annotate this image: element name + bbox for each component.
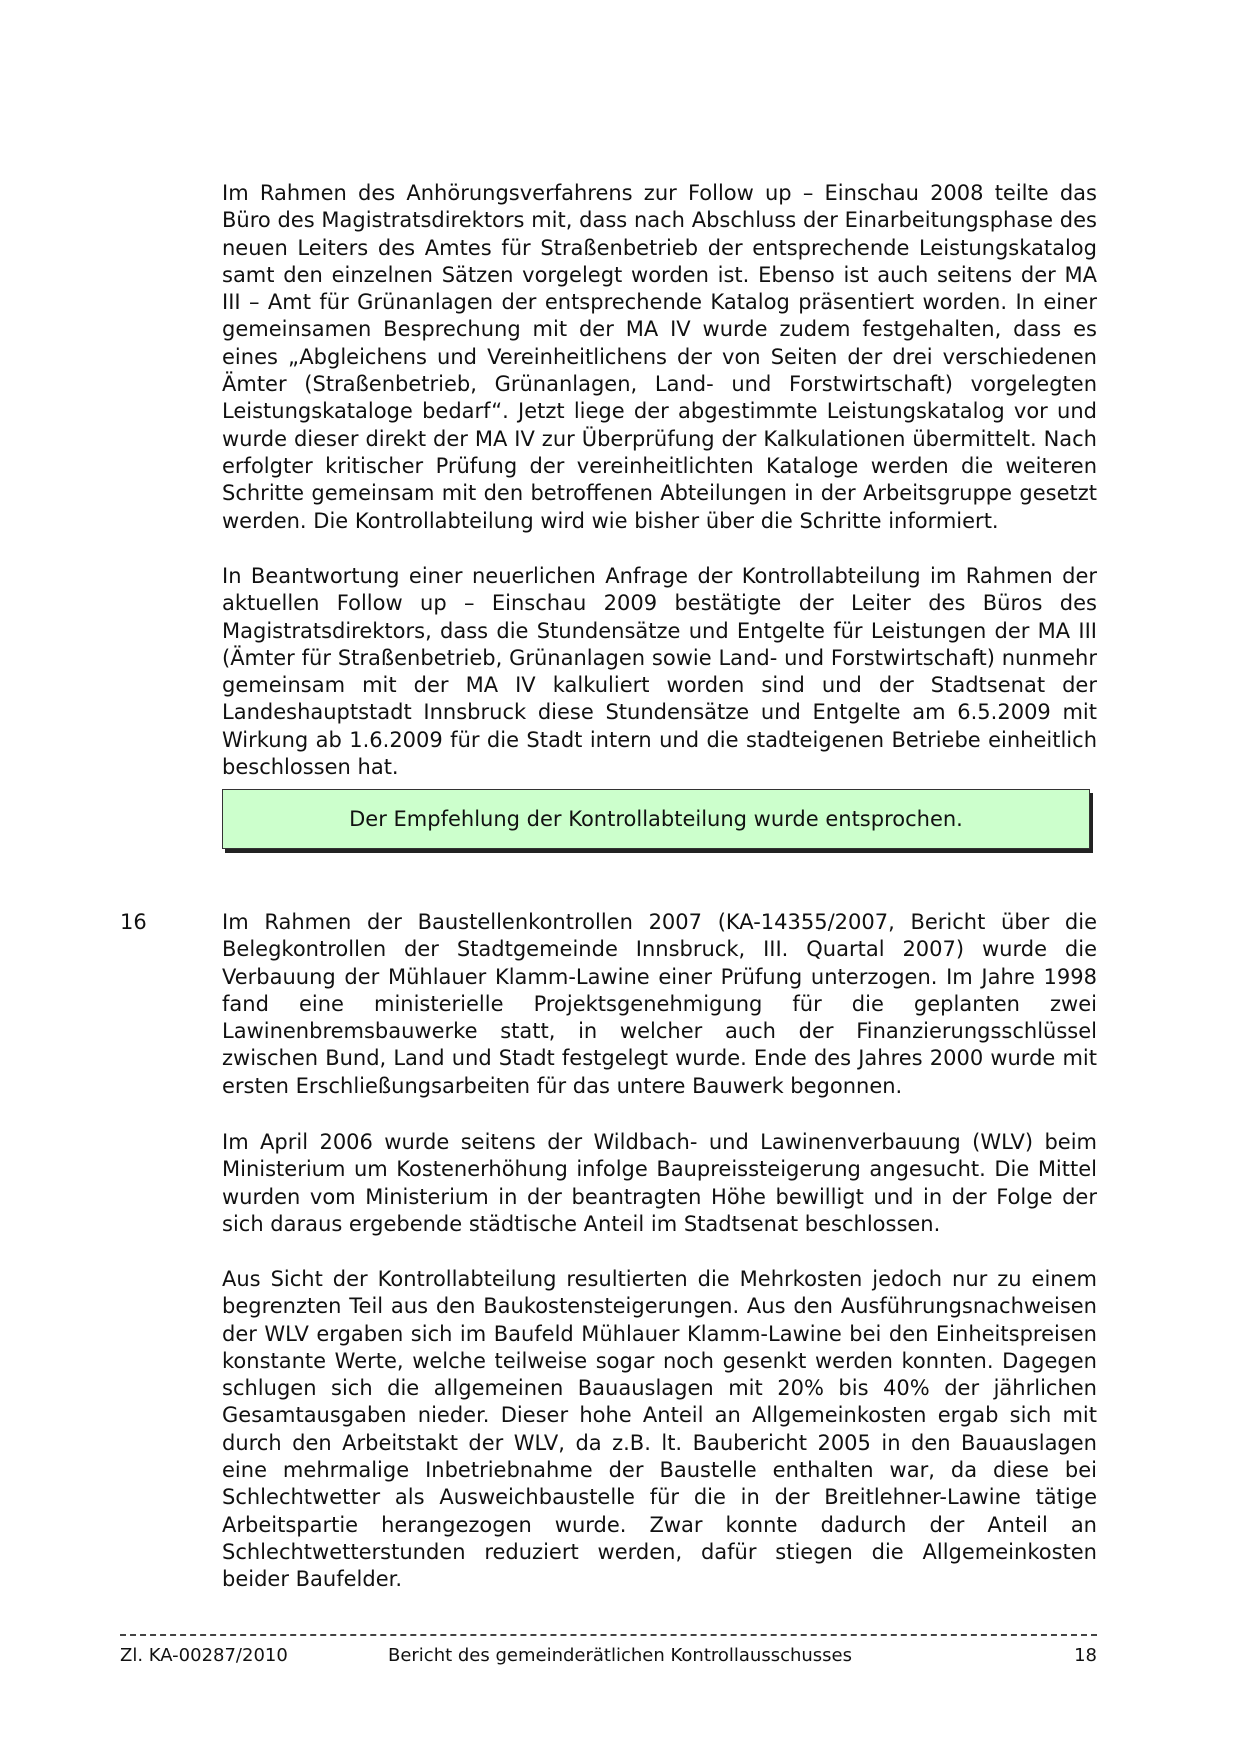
footer-reference: Zl. KA-00287/2010: [120, 1645, 288, 1666]
section-number: 16: [120, 910, 147, 934]
footer-report-title: Bericht des gemeinderätlichen Kontrollausschusses: [387, 1645, 853, 1666]
paragraph-baustellenkontrollen: Im Rahmen der Baustellenkontrollen 2007 (KA-14355/2007, Bericht über die Belegkontrollen der Stadtgemeinde Innsbruck, III. Quartal 2007) wurde die Verbauung der Mühlauer Klamm-Lawine einer Prüfung unterzogen. Im Jahre 1998 fand eine ministerielle Projektsgenehmigung für die geplanten zwei Lawinenbremsbauwerke statt, in welcher auch der Finanzierungsschlüssel zwischen Bund, Land und Stadt festgelegt wurde. Ende des Jahres 2000 wurde mit ersten Erschließungsarbeiten für das untere Bauwerk begonnen.: [222, 910, 1097, 1098]
paragraph-mehrkosten: Aus Sicht der Kontrollabteilung resultierten die Mehrkosten jedoch nur zu einem begrenzten Teil aus den Baukostensteigerungen. Aus den Ausführungsnachweisen der WLV ergaben sich im Baufeld Mühlauer Klamm-Lawine bei den Einheitspreisen konstante Werte, welche teilweise sogar noch gesenkt werden konnten. Dagegen schlugen sich die allgemeinen Bauauslagen mit 20% bis 40% der jährlichen Gesamtausgaben nieder. Dieser hohe Anteil an Allgemeinkosten ergab sich mit durch den Arbeitstakt der WLV, da z.B. lt. Baubericht 2005 in den Bauauslagen eine mehrmalige Inbetriebnahme der Baustelle enthalten war, da diese bei Schlechtwetter als Ausweichbaustelle für die in der Breitlehner-Lawine tätige Arbeitspartie herangezogen wurde. Zwar konnte dadurch der Anteil an Schlechtwetterstunden reduziert werden, dafür stiegen die Allgemeinkosten beider Baufelder.: [222, 1267, 1097, 1592]
paragraph-kostenerhoehung: Im April 2006 wurde seitens der Wildbach- und Lawinenverbauung (WLV) beim Ministerium um Kostenerhöhung infolge Baupreissteigerung angesucht. Die Mittel wurden vom Ministerium in der beantragten Höhe bewilligt und in der Folge der sich daraus ergebende städtische Anteil im Stadtsenat beschlossen.: [222, 1130, 1097, 1236]
recommendation-status-text: Der Empfehlung der Kontrollabteilung wurde entsprochen.: [349, 807, 963, 831]
paragraph-follow-up-2009: In Beantwortung einer neuerlichen Anfrage der Kontrollabteilung im Rahmen der aktuellen Follow up – Einschau 2009 bestätigte der Leiter des Büros des Magistratsdirektors, dass die Stundensätze und Entgelte für Leistungen der MA III (Ämter für Straßenbetrieb, Grünanlagen sowie Land- und Forstwirtschaft) nunmehr gemeinsam mit der MA IV kalkuliert worden sind und der Stadtsenat der Landeshauptstadt Innsbruck diese Stundensätze und Entgelte am 6.5.2009 mit Wirkung ab 1.6.2009 für die Stadt intern und die stadteigenen Betriebe einheitlich beschlossen hat.: [222, 564, 1097, 780]
paragraph-follow-up-2008: Im Rahmen des Anhörungsverfahrens zur Follow up – Einschau 2008 teilte das Büro des Magistratsdirektors mit, dass nach Abschluss der Einarbeitungsphase des neuen Leiters des Amtes für Straßenbetrieb der entsprechende Leistungskatalog samt den einzelnen Sätzen vorgelegt worden ist. Ebenso ist auch seitens der MA III – Amt für Grünanlagen der entsprechende Katalog präsentiert worden. In einer gemeinsamen Besprechung mit der MA IV wurde zudem festgehalten, dass es eines „Abgleichens und Vereinheitlichens der von Seiten der drei verschiedenen Ämter (Straßenbetrieb, Grünanlagen, Land- und Forstwirtschaft) vorgelegten Leistungskataloge bedarf“. Jetzt liege der abgestimmte Leistungskatalog vor und wurde dieser direkt der MA IV zur Überprüfung der Kalkulationen übermittelt. Nach erfolgter kritischer Prüfung der vereinheitlichten Kataloge werden die weiteren Schritte gemeinsam mit den betroffenen Abteilungen in der Arbeitsgruppe gesetzt werden. Die Kontrollabteilung wird wie bisher über die Schritte informiert.: [222, 181, 1097, 533]
footer-divider: [120, 1634, 1097, 1636]
footer-page-number: 18: [1074, 1645, 1097, 1666]
recommendation-status-box: [222, 789, 1090, 849]
